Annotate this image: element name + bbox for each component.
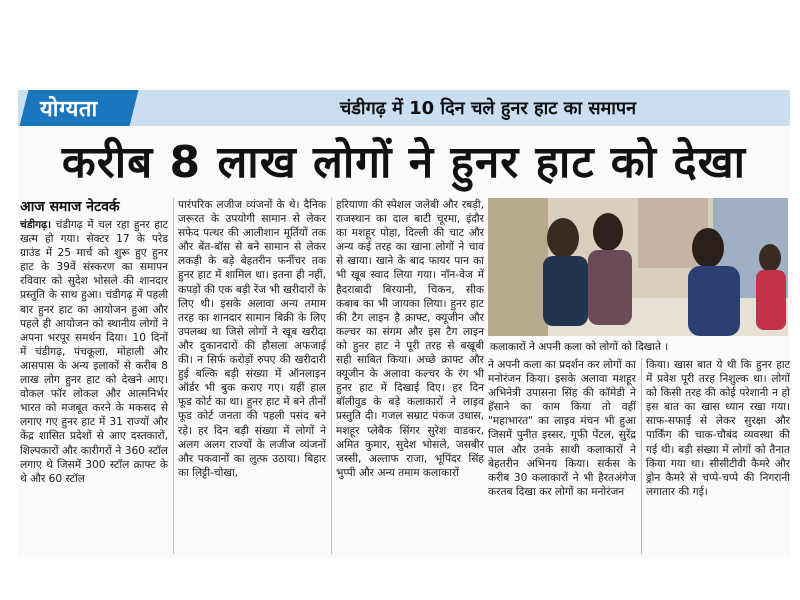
article-column-1 (20, 218, 168, 486)
column-4-text: ने अपनी कला का प्रदर्शन कर लोगों का मनोरंजन किया। इसके अलावा मशहूर अभिनेत्री उपासना सिंह की कॉमेडी ने हँसाने का काम किया तो वहीं "महाभारत" का लाइव मंचन भी हुआ जिसमें पुनीत इस्सर, गूफी पेंटल, सुरेंद्र पाल और उनके साथी कलाकारों ने बेहतरीन अभिनय किया। सर्कस के करीब 30 कलाकारों ने भी हैरतअंगेज करतब दिखा कर लोगों का मनोरंजन (488, 359, 636, 498)
headline: करीब 8 लाख लोगों ने हुनर हाट को देखा (61, 137, 747, 188)
subheadline: चंडीगढ़ में 10 दिन चले हुनर हाट का समापन (339, 98, 637, 119)
newspaper-clipping (18, 88, 790, 558)
column-divider (641, 358, 642, 554)
column-5-text: किया। खास बात ये थी कि हुनर हाट में प्रवेश पूरी तरह निशुल्क था। लोगों को किसी तरह की कोई परेशानी न हो इस बात का खास ध्यान रखा गया। साफ-सफाई से लेकर सुरक्षा और पार्किंग की चाक-चौबंद व्यवस्था की गई थी। बड़ी संख्या में लोगों को तैनात किया गया था। सीसीटीवी कैमरे और ड्रोन कैमरे से चप्पे-चप्पे की निगरानी लगातार की गई। (646, 359, 790, 498)
column-divider (331, 198, 332, 554)
news-photo (488, 198, 788, 336)
article-column-3 (336, 198, 484, 480)
column-3-text: हरियाणा की स्पेशल जलेबी और रबड़ी, राजस्थान का दाल बाटी चूरमा, इंदौर का मशहूर पोहा, दिल्ली की चाट और अन्य कई तरह का खाना लोगों ने चाव से खाया। खाने के बाद फायर पान का भी खूब स्वाद लिया गया। नॉन-वेज में हैदराबादी बिरयानी, चिकन, सीक कबाब का भी जायका लिया। हुनर हाट की टैग लाइन है क्राफ्ट, क्यूजीन और कल्चर का संगम और इस टैग लाइन को हुनर हाट ने पूरी तरह से बखूबी सही साबित किया। अच्छे क्राफ्ट और क्यूजीन के अलावा कल्चर के रंग भी हुनर हाट में दिखाई दिए। हर दिन बॉलीवुड के बड़े कलाकारों ने लाइव प्रस्तुति दी। गजल सम्राट पंकज उधास, मशहूर प्लेबैक सिंगर सुरेश वाडकर, अमित कुमार, सुदेश भोसले, जसबीर जस्सी, अल्ताफ राजा, भूपिंदर सिंह भुप्पी और अन्य तमाम कलाकारों (336, 199, 484, 479)
photo-illustration (488, 198, 788, 336)
photo-caption: कलाकारों ने अपनी कला को लोगों को दिखाते । (490, 341, 669, 353)
column-2-text: पारंपरिक लजीज व्यंजनों के थे। दैनिक जरूरत के उपयोगी सामान से लेकर सफेद पत्थर की आलीशान मूर्तियों तक और बेंत-बॉस से बने सामान से लेकर लकड़ी के बड़े बेहतरीन फर्नीचर तक हुनर हाट में शामिल था। इतना ही नहीं, कपड़ों की एक बड़ी रेंज भी खरीदारों के लिए थी। इसके अलावा अन्य तमाम तरह का शानदार सामान बिक्री के लिए उपलब्ध था जिसे लोगों ने खूब खरीदा और दुकानदारों की हौसला अफजाई की। न सिर्फ करोड़ों रुपए की खरीदारी हुई बल्कि बड़ी संख्या में ऑनलाइन ऑर्डर भी बुक कराए गए। यहीं हाल फूड कोर्ट का था। हुनर हाट में बने तीनों फूड कोर्ट जनता की पहली पसंद बने रहे। हर दिन बड़ी संख्या में लोगों ने अलग अलग राज्यों के लजीज व्यंजनों और पकवानों का लुत्फ उठाया। बिहार का लिट्टी-चोखा, (178, 199, 326, 479)
article-column-5 (646, 358, 790, 499)
byline: आज समाज नेटवर्क (20, 199, 120, 215)
kicker-label: योग्यता (40, 97, 98, 122)
column-1-text: चंडीगढ़ में चल रहा हुनर हाट खत्म हो गया। सेक्टर 17 के परेड ग्राउंड में 25 मार्च को शुरू हुए हुनर हाट के 39वें संस्करण का समापन रविवार को सुदेश भोसले की शानदार प्रस्तुति के साथ हुआ। चंडीगढ़ में पहली बार हुनर हाट का आयोजन हुआ और पहले ही आयोजन को स्थानीय लोगों ने अपना भरपूर समर्थन दिया। 10 दिनों में चंडीगढ़, पंचकूला, मोहाली और आसपास के अन्य इलाकों से करीब 8 लाख लोग हुनर हाट को देखने आए। वोकल फॉर लोकल और आत्मनिर्भर भारत को मजबूत करने के मकसद से लगाए गए हुनर हाट में 31 राज्यों और केंद्र शासित प्रदेशों से आए दस्तकारों, शिल्पकारों और कारीगरों ने 360 स्टॉल लगाए थे जिसमें 300 स्टॉल क्राफ्ट के थे और 60 स्टॉल (20, 219, 168, 485)
article-column-2 (178, 198, 326, 480)
dateline: चंडीगढ़। (20, 219, 52, 231)
column-divider (173, 198, 174, 554)
article-column-4 (488, 358, 636, 499)
